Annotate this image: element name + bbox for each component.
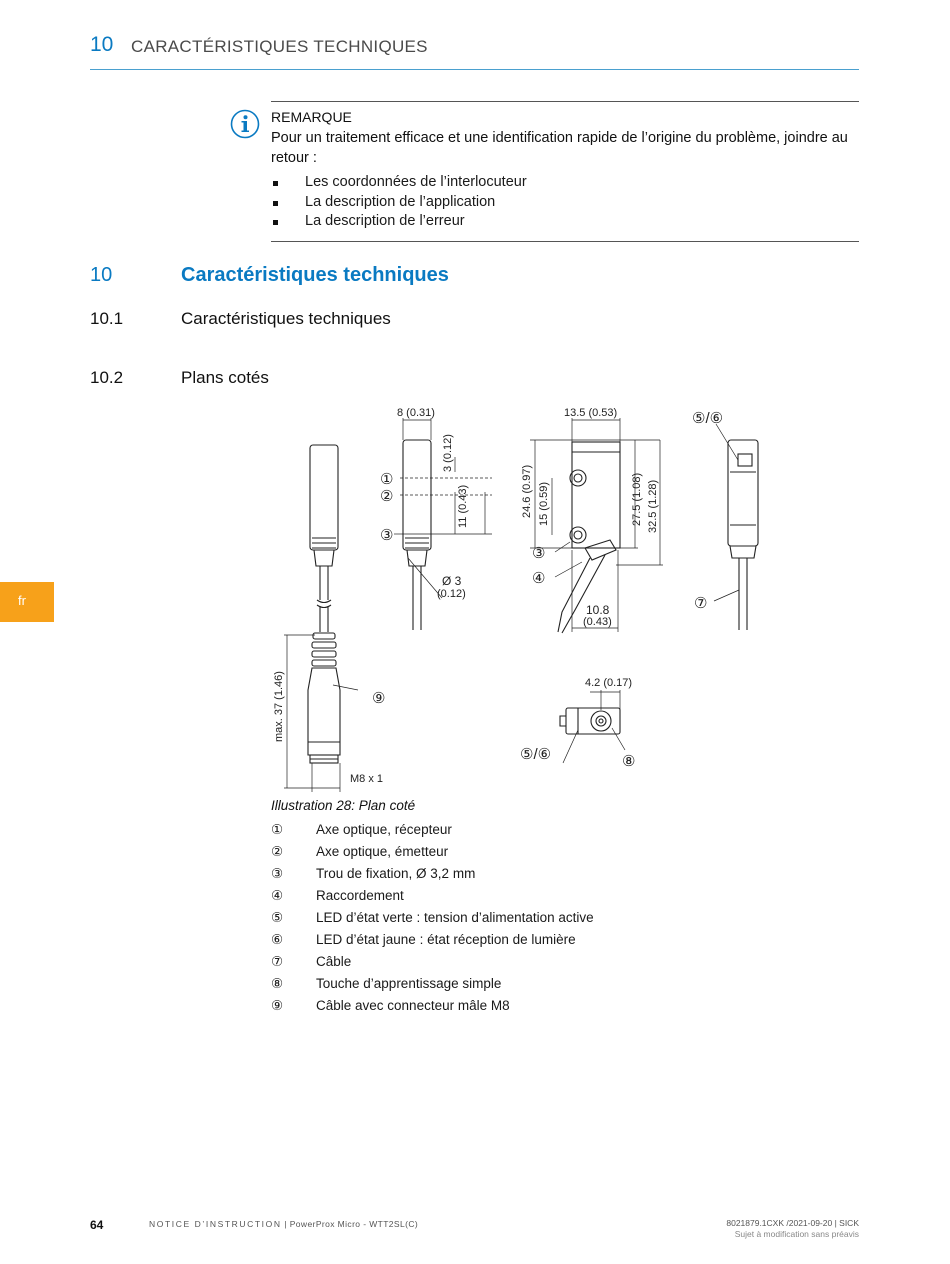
dim-diameter: Ø 3 xyxy=(442,574,462,588)
section-title: Caractéristiques techniques xyxy=(181,264,449,286)
sensor-top-view xyxy=(566,708,620,734)
legend-marker: ⑧ xyxy=(271,976,284,991)
dimension-drawing xyxy=(260,400,780,795)
legend-text: Câble xyxy=(316,954,352,969)
callout-8: ⑧ xyxy=(622,753,636,770)
dim-42: 4.2 (0.17) xyxy=(585,677,633,689)
dim-108: 10.8 xyxy=(586,603,610,617)
dim-m8: M8 x 1 xyxy=(350,773,384,785)
cable-exit xyxy=(585,540,616,560)
info-icon xyxy=(230,109,260,139)
callout-3: ③ xyxy=(532,545,546,562)
sensor-end-view xyxy=(728,440,758,546)
legend-text: Trou de fixation, Ø 3,2 mm xyxy=(316,866,476,881)
note-list xyxy=(271,174,527,233)
legend-marker: ⑥ xyxy=(271,932,284,947)
legend-marker: ① xyxy=(271,822,284,837)
callout-3: ③ xyxy=(380,527,394,544)
note-box xyxy=(271,101,859,242)
dim-11: 11 (0.43) xyxy=(457,484,469,528)
legend-text: Raccordement xyxy=(316,888,404,903)
disclaimer: Sujet à modification sans préavis xyxy=(734,1229,859,1239)
callout-7: ⑦ xyxy=(694,595,708,612)
legend-text: Axe optique, émetteur xyxy=(316,844,449,859)
callout-5-6: ⑤/⑥ xyxy=(692,410,724,427)
dim-max-37: max. 37 (1.46) xyxy=(273,671,285,742)
legend-marker: ② xyxy=(271,844,284,859)
dim-325: 32.5 (1.28) xyxy=(647,479,659,533)
subsection-title: Plans cotés xyxy=(181,368,269,387)
chapter-number: 10 xyxy=(90,33,114,56)
footer-left xyxy=(149,1219,418,1229)
running-header xyxy=(90,33,859,70)
note-title: REMARQUE xyxy=(271,109,352,125)
dim-246: 24.6 (0.97) xyxy=(521,464,533,518)
callout-4: ④ xyxy=(532,570,546,587)
legend-marker: ④ xyxy=(271,888,284,903)
subsection-number: 10.2 xyxy=(90,368,124,387)
subsection-number: 10.1 xyxy=(90,309,124,328)
list-item: Les coordonnées de l’interlocuteur xyxy=(271,174,527,194)
dim-width-135: 13.5 (0.53) xyxy=(564,407,618,419)
list-item: La description de l’application xyxy=(271,194,527,214)
language-tab xyxy=(0,582,54,622)
section-number: 10 xyxy=(90,264,113,286)
sensor-profile xyxy=(572,442,620,548)
figure-caption: Illustration 28: Plan coté xyxy=(271,798,416,813)
dim-108-inch: (0.43) xyxy=(583,616,612,628)
legend-text: Touche d’apprentissage simple xyxy=(316,976,502,991)
legend-text: LED d’état jaune : état réception de lumière xyxy=(316,932,576,947)
connector-ribs xyxy=(313,633,335,639)
list-item: La description de l’erreur xyxy=(271,213,527,233)
doc-type: NOTICE D’INSTRUCTION xyxy=(149,1219,282,1229)
legend-marker: ③ xyxy=(271,866,284,881)
dim-width-top: 8 (0.31) xyxy=(397,407,435,419)
note-body: Pour un traitement efficace et une identification rapide de l’origine du problème, joindre au retour : xyxy=(271,130,848,166)
legend-text: LED d’état verte : tension d’alimentation active xyxy=(316,910,594,925)
legend-marker: ⑨ xyxy=(271,998,284,1013)
product-name: | PowerProx Micro - WTT2SL(C) xyxy=(284,1219,419,1229)
legend-marker: ⑦ xyxy=(271,954,284,969)
legend-marker: ⑤ xyxy=(271,910,284,925)
legend-text: Axe optique, récepteur xyxy=(316,822,452,837)
dim-15: 15 (0.59) xyxy=(538,481,550,526)
subsection-title: Caractéristiques techniques xyxy=(181,309,391,328)
chapter-title: CARACTÉRISTIQUES TECHNIQUES xyxy=(131,37,428,56)
dim-diameter-inch: (0.12) xyxy=(437,588,466,600)
callout-9: ⑨ xyxy=(372,690,386,707)
callout-1: ① xyxy=(380,471,394,488)
dim-275: 27.5 (1.08) xyxy=(631,472,643,526)
sensor-body-front xyxy=(310,445,338,550)
doc-reference: 8021879.1CXK /2021-09-20 | SICK xyxy=(726,1218,859,1228)
callout-5-6: ⑤/⑥ xyxy=(520,746,552,763)
language-label: fr xyxy=(18,593,26,608)
legend-text: Câble avec connecteur mâle M8 xyxy=(316,998,510,1013)
dim-3: 3 (0.12) xyxy=(442,434,454,472)
callout-2: ② xyxy=(380,488,394,505)
footer-right xyxy=(726,1218,859,1240)
page-number: 64 xyxy=(90,1218,104,1232)
